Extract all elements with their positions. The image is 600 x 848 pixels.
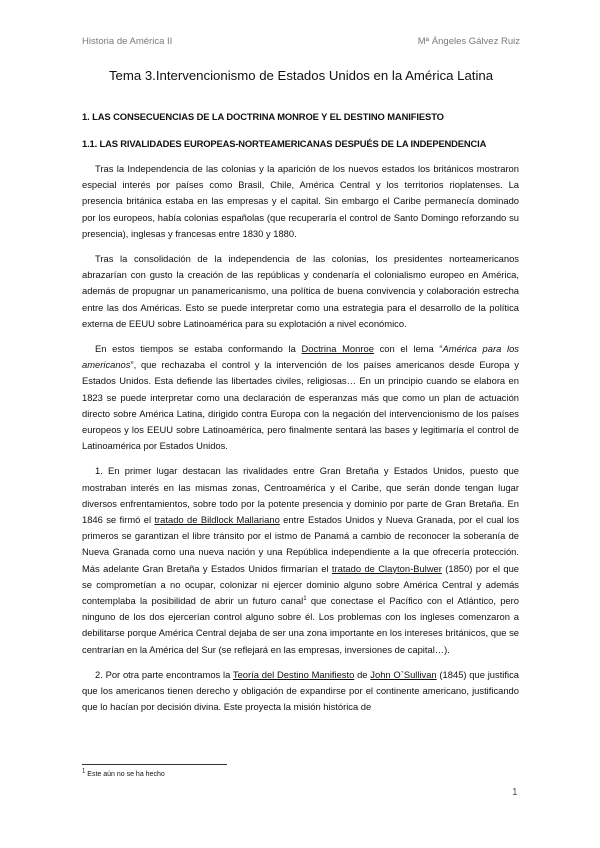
doctrina-monroe-link: Doctrina Monroe xyxy=(301,343,374,355)
footnote-divider xyxy=(82,764,227,765)
document-body xyxy=(82,161,519,725)
header-author: Mª Ángeles Gálvez Ruiz xyxy=(417,36,520,47)
text-run: 2. Por otra parte encontramos la xyxy=(95,668,233,680)
footnote-text: Este aún no se ha hecho xyxy=(85,771,165,778)
text-run: con el lema “ xyxy=(373,343,443,355)
page-header xyxy=(82,36,520,47)
page-number: 1 xyxy=(512,787,518,798)
bildlock-treaty-link: tratado de Bildlock Mallariano xyxy=(154,514,280,526)
document-title: Tema 3.Intervencionismo de Estados Unidos en la América Latina xyxy=(108,68,494,83)
footnote-number: 1 xyxy=(82,768,86,775)
destino-manifiesto-link: Teoría del Destino Manifiesto xyxy=(232,668,355,680)
clayton-bulwer-link: tratado de Clayton-Bulwer xyxy=(331,562,442,574)
header-course: Historia de América II xyxy=(82,36,173,47)
emphasis-text: América para los americanos xyxy=(82,343,519,371)
text-run: En estos tiempos se estaba conformando la xyxy=(95,343,302,355)
paragraph-4 xyxy=(82,463,519,657)
text-run: 1. En primer lugar destacan las rivalidades entre Gran Bretaña y Estados Unidos, puesto que mostraban interés en las mismas zonas, Centroamérica y el Caribe, que serán donde tengan lugar diversos enfrentamientos, sobre todo por la potente presencia y dominio por parte de Gran Bretaña. En 1846 se firmó el xyxy=(82,465,519,526)
text-run: entre Estados Unidos y Nueva Granada, por el cual los primeros se garantizan el libre tránsito por el istmo de Panamá a cambio de reconocer la soberanía de Nueva Granada como una nueva nación y una República independiente a la que ofrecería protección. Más adelante Gran Bretaña y Estados Unidos firmarían el xyxy=(82,514,520,574)
paragraph-3 xyxy=(82,341,519,454)
footnote xyxy=(82,768,165,778)
text-run: ”, que rechazaba el control y la intervención de los países americanos desde Europa y Estados Unidos. Esta defiende las libertades civiles, religiosas… En un principio cuando se elabora en 1823 se puede interpretar como una declaración de esperanzas más que como un plan de actuación directo sobre América Latina, dirigido contra Europa con la negación del intervencionismo de los países europeos y los EEUU sobre Latinoamérica, pero finalmente sentará las bases y legitimaría el control de Latinoamérica por Estados Unidos. xyxy=(82,359,519,452)
text-run: (1845) que justifica que los americanos tienen derecho y obligación de expandirse por el continente americano, justificando que lo hacían por decisión divina. Este proyecta la misión histórica de xyxy=(82,668,519,713)
paragraph-2: Tras la consolidación de la independencia de las colonias, los presidentes norteamericanos abrazarían con gusto la creación de las repúblicas y condenaría el colonialismo europeo en América, además de propugnar un panamericanismo, una política de buena convivencia y colaboración estrecha entre las dos Américas. Esto se puede interpretar como una estrategia para el desarrollo de la política externa de EEUU sobre Latinoamérica para su explotación a nivel económico. xyxy=(82,253,519,329)
text-run: (1850) por el que se comprometían a no ocupar, colonizar ni ejercer dominio alguno sobre América Central y además contemplaba la posibilidad de abrir un futuro canal xyxy=(82,562,519,607)
footnote-ref: 1 xyxy=(303,595,307,602)
paragraph-5 xyxy=(82,667,519,716)
paragraph-1: Tras la Independencia de las colonias y la aparición de los nuevos estados los británicos mostraron especial interés por países como Brasil, Chile, América Central y los territorios rioplatenses. La presencia británica estaba en las empresas y el capital. Sin embargo el Caribe permanecía dominado por los europeos, había colonias españolas (que recuperaría el control de Santo Domingo reforzando su presencia), inglesas y francesas entre 1830 y 1880. xyxy=(82,163,519,239)
text-run: que conectase el Pacífico con el Atlántico, pero ninguno de los dos ejercerían control alguno sobre él. Los problemas con los ingleses comenzaron a debilitarse porque América Central dejaba de ser una zona importante en los intereses británicos, que se centrarían en la América del Sur (se reflejará en las empresas, inversiones de capital…). xyxy=(82,595,519,655)
text-run: de xyxy=(354,668,371,680)
section-heading: 1. LAS CONSECUENCIAS DE LA DOCTRINA MONROE Y EL DESTINO MANIFIESTO xyxy=(82,111,444,122)
subsection-heading: 1.1. LAS RIVALIDADES EUROPEAS-NORTEAMERICANAS DESPUÉS DE LA INDEPENDENCIA xyxy=(82,138,487,149)
osullivan-link: John O`Sullivan xyxy=(370,668,437,680)
